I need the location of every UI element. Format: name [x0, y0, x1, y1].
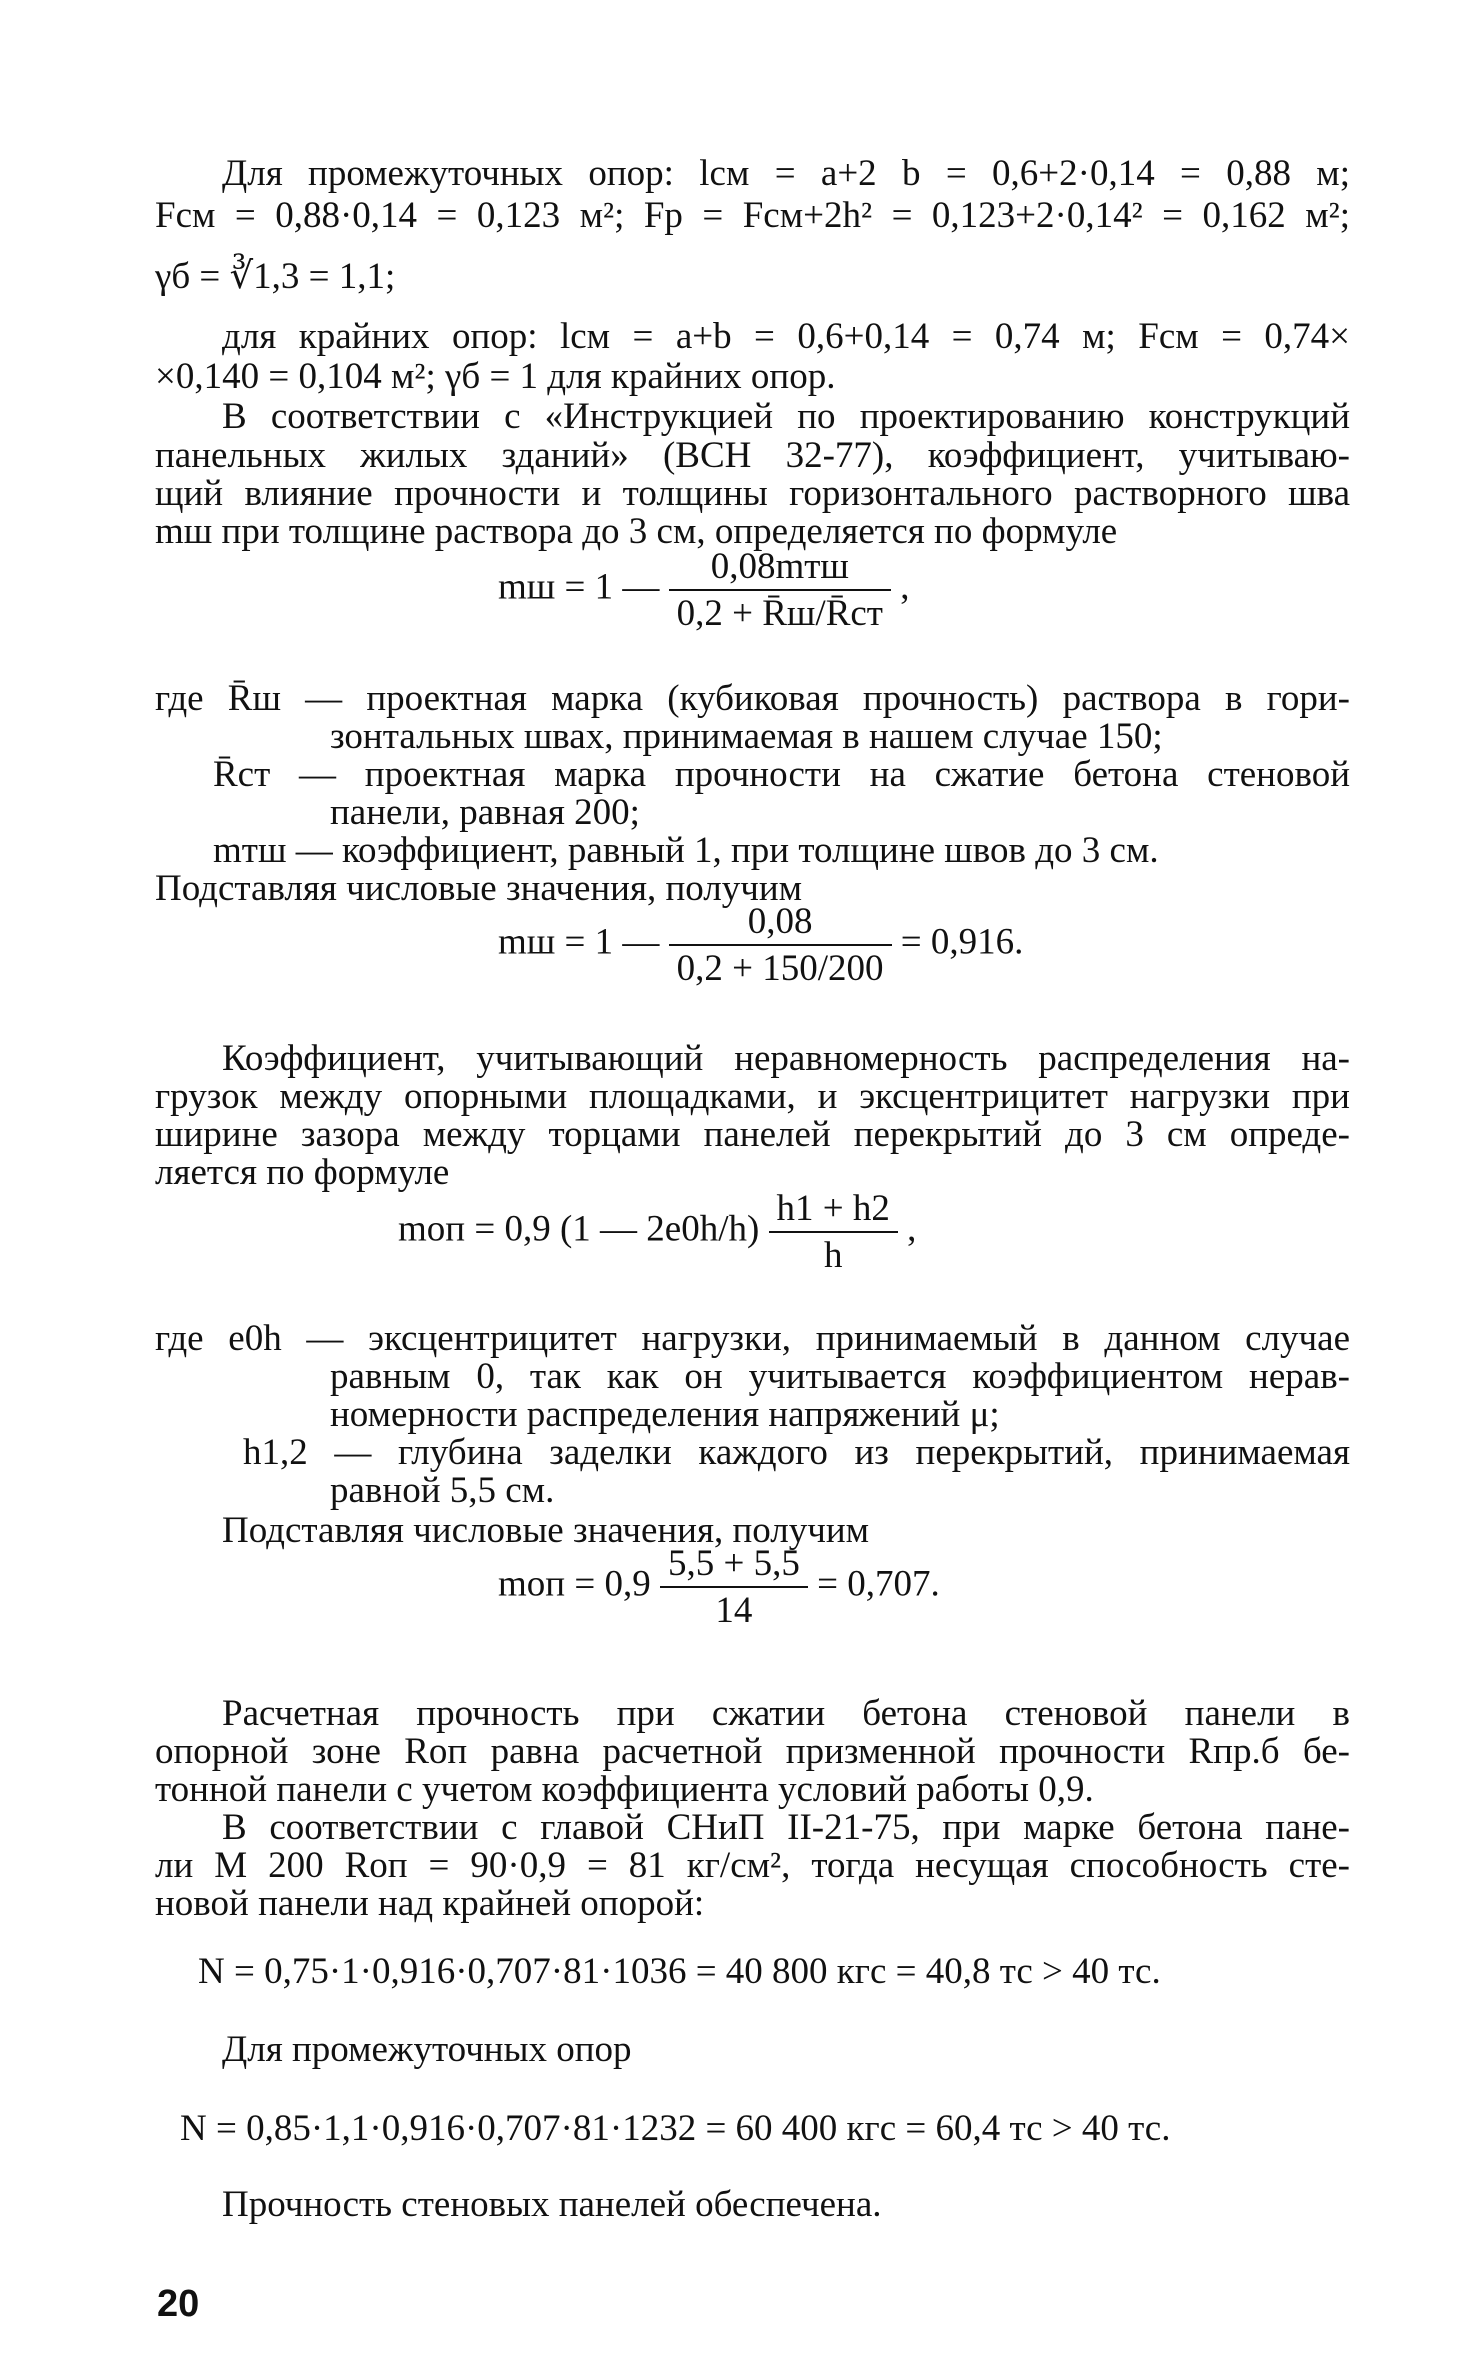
formula-m-op — [398, 1190, 916, 1274]
text-line: равной 5,5 см. — [330, 1470, 555, 1511]
text-line: щий влияние прочности и толщины горизонтального растворного шва — [155, 473, 1350, 514]
text-line: Прочность стеновых панелей обеспечена. — [222, 2184, 882, 2225]
formula-tail: , — [900, 566, 910, 608]
formula-m-sh-value — [498, 903, 1023, 987]
text-line: опорной зоне Rоп равна расчетной призменной прочности Rпр.б бе- — [155, 1731, 1350, 1772]
text-line: панели, равная 200; — [330, 792, 640, 833]
formula-m-op-value — [498, 1545, 940, 1629]
text-line: панельных жилых зданий» (ВСН 32-77), коэффициент, учитываю- — [155, 435, 1350, 476]
fraction-denominator: h — [823, 1235, 843, 1276]
text-line: равным 0, так как он учитывается коэффициентом нерав- — [330, 1356, 1350, 1397]
formula-fraction — [769, 1190, 898, 1274]
fraction-denominator: 14 — [715, 1590, 753, 1631]
text-line: В соответствии с «Инструкцией по проектированию конструкций — [222, 396, 1350, 437]
text-line: номерности распределения напряжений μ; — [330, 1394, 1000, 1435]
text-line: Для промежуточных опор — [222, 2029, 632, 2070]
text-line: для крайних опор: lсм = a+b = 0,6+0,14 = 0,74 м; Fсм = 0,74× — [222, 316, 1350, 357]
formula-lhs: mоп = 0,9 — [498, 1563, 651, 1605]
text-line: ли М 200 Rоп = 90·0,9 = 81 кг/см², тогда несущая способность сте- — [155, 1845, 1350, 1886]
text-line: где e0h — эксцентрицитет нагрузки, принимаемый в данном случае — [155, 1318, 1350, 1359]
formula-lhs: mш = 1 — — [498, 921, 660, 963]
text-line: ляется по формуле — [155, 1152, 450, 1193]
fraction-numerator: 0,08mтш — [669, 548, 891, 591]
formula-fraction — [660, 1545, 808, 1629]
text-line: mтш — коэффициент, равный 1, при толщине швов до 3 см. — [213, 830, 1159, 871]
text-line: грузок между опорными площадками, и эксцентрицитет нагрузки при — [155, 1076, 1350, 1117]
formula-tail: = 0,707. — [817, 1563, 940, 1605]
fraction-numerator: h1 + h2 — [769, 1190, 898, 1233]
text-line: γб = ∛1,3 = 1,1; — [155, 256, 396, 297]
text-line: N = 0,85·1,1·0,916·0,707·81·1232 = 60 400 кгс = 60,4 тс > 40 тс. — [180, 2108, 1171, 2149]
text-line: Fсм = 0,88·0,14 = 0,123 м²; Fр = Fсм+2h² = 0,123+2·0,14² = 0,162 м²; — [155, 195, 1350, 236]
fraction-numerator: 5,5 + 5,5 — [660, 1545, 808, 1588]
text-line: ширине зазора между торцами панелей перекрытий до 3 см опреде- — [155, 1114, 1350, 1155]
fraction-numerator: 0,08 — [669, 903, 892, 946]
page-number: 20 — [157, 2283, 200, 2325]
formula-lhs: mоп = 0,9 (1 — 2e0h/h) — [398, 1208, 760, 1250]
formula-m-sh — [498, 548, 909, 632]
formula-fraction — [669, 903, 892, 987]
formula-fraction — [669, 548, 891, 632]
fraction-denominator: 0,2 + 150/200 — [676, 948, 884, 989]
text-line: новой панели над крайней опорой: — [155, 1883, 705, 1924]
formula-lhs: mш = 1 — — [498, 566, 660, 608]
text-line: mш при толщине раствора до 3 см, определяется по формуле — [155, 511, 1118, 552]
text-line: N = 0,75·1·0,916·0,707·81·1036 = 40 800 кгс = 40,8 тс > 40 тс. — [198, 1951, 1161, 1992]
text-line: ×0,140 = 0,104 м²; γб = 1 для крайних опор. — [155, 356, 836, 397]
text-line: h1,2 — глубина заделки каждого из перекрытий, принимаемая — [243, 1432, 1350, 1473]
text-line: Для промежуточных опор: lсм = a+2 b = 0,6+2·0,14 = 0,88 м; — [222, 153, 1350, 194]
formula-tail: = 0,916. — [900, 921, 1024, 963]
text-line: В соответствии с главой СНиП II-21-75, при марке бетона пане- — [222, 1807, 1350, 1848]
text-line: R̄ст — проектная марка прочности на сжатие бетона стеновой — [213, 754, 1350, 795]
text-line: Подставляя числовые значения, получим — [155, 868, 803, 909]
fraction-denominator: 0,2 + R̄ш/R̄ст — [676, 593, 883, 634]
text-line: зонтальных швах, принимаемая в нашем случае 150; — [330, 716, 1163, 757]
text-line: где R̄ш — проектная марка (кубиковая прочность) раствора в гори- — [155, 678, 1350, 719]
text-line: Коэффициент, учитывающий неравномерность распределения на- — [222, 1038, 1350, 1079]
text-line: тонной панели с учетом коэффициента условий работы 0,9. — [155, 1769, 1094, 1810]
text-line: Подставляя числовые значения, получим — [222, 1510, 870, 1551]
text-line: Расчетная прочность при сжатии бетона стеновой панели в — [222, 1693, 1350, 1734]
formula-tail: , — [907, 1208, 917, 1250]
